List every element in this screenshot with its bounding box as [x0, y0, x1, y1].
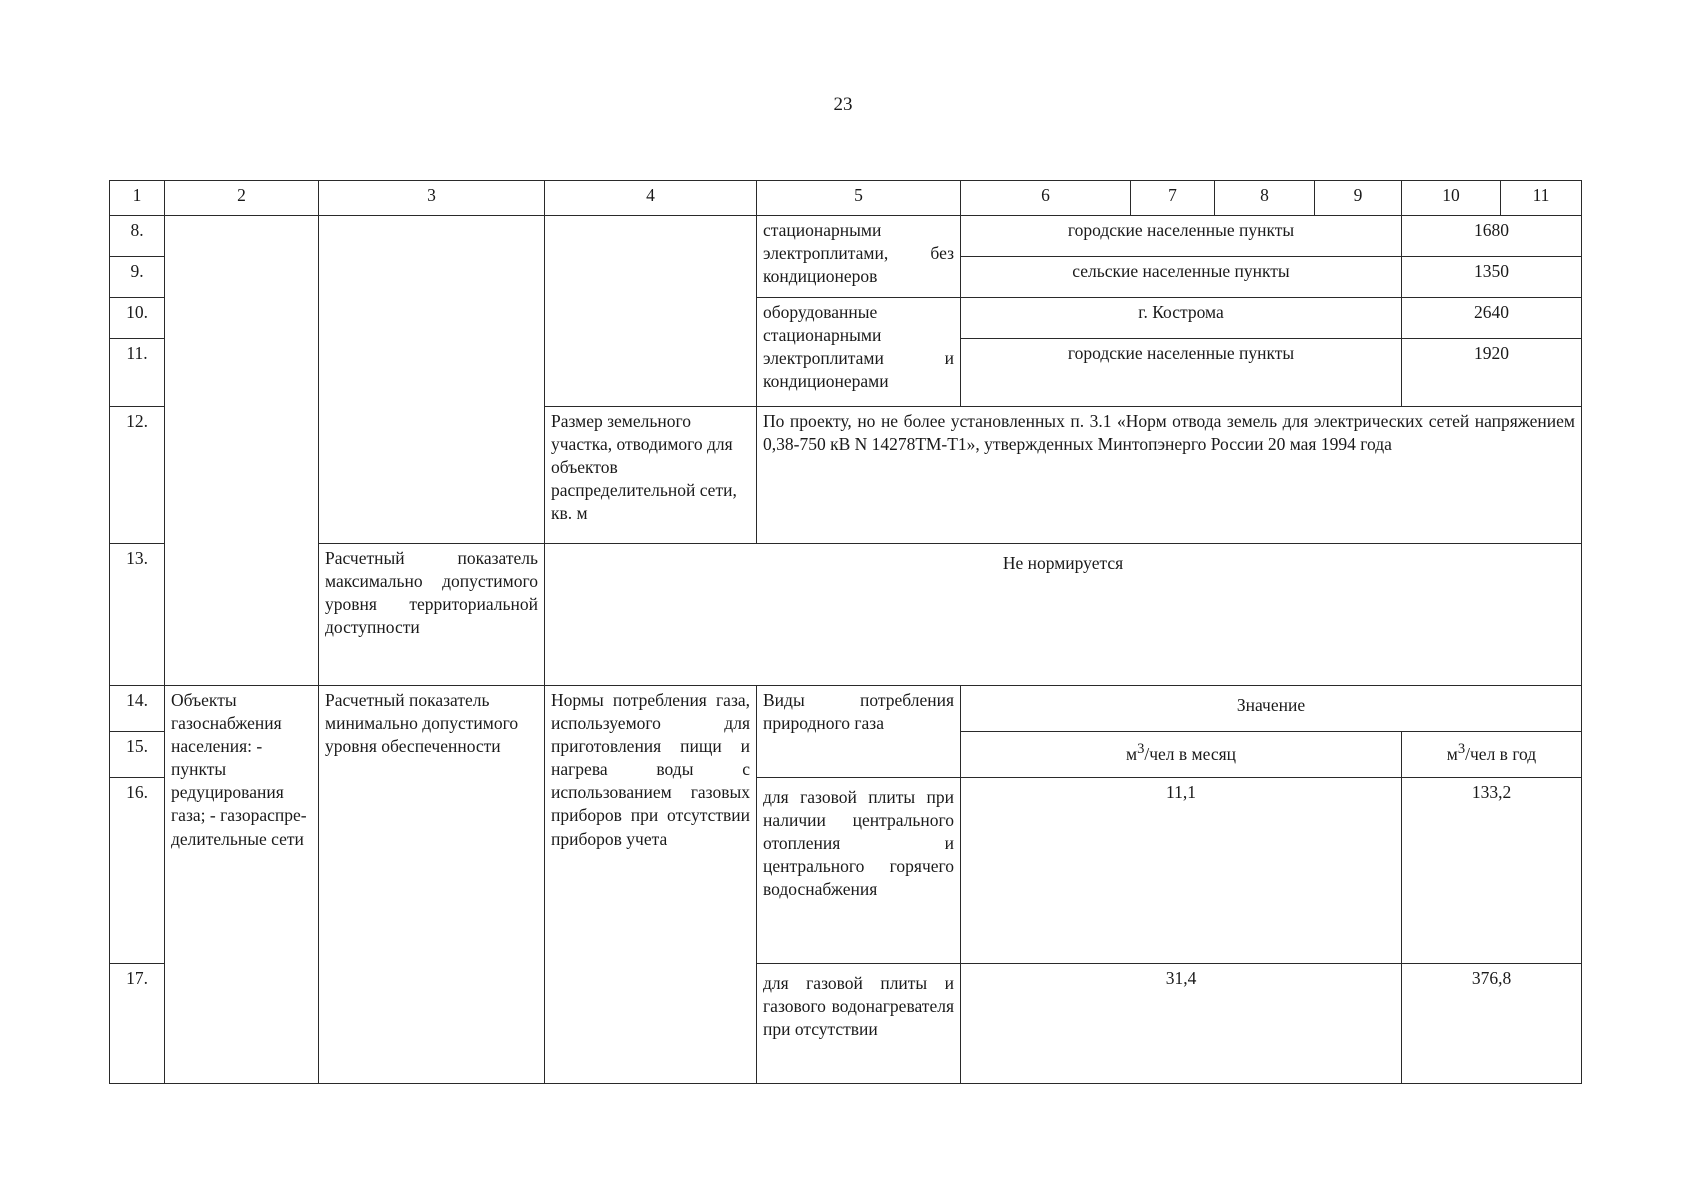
- value-month-cell: 11,1: [961, 778, 1402, 964]
- column-header: 9: [1315, 181, 1402, 216]
- row-number: 13.: [110, 544, 165, 686]
- row-number: 8.: [110, 216, 165, 257]
- unit-month-sup: 3: [1137, 741, 1145, 757]
- column-header: 11: [1501, 181, 1582, 216]
- table-row: [110, 686, 1582, 732]
- min-provision-cell: Расчетный показатель минимально допустимого уровня обеспеченности: [319, 686, 545, 1084]
- consumption-type-cell: для газовой плиты и газового водонагревателя при отсутствии: [757, 964, 961, 1084]
- header-row: [110, 181, 1582, 216]
- unit-year-header: [1402, 732, 1582, 778]
- consumption-type-cell: оборудованные стационарными электроплитами и кондиционерами: [757, 298, 961, 407]
- value-cell: 1920: [1402, 339, 1582, 407]
- value-month-cell: 31,4: [961, 964, 1402, 1084]
- land-plot-label-cell: Размер земельного участка, отводимого для объектов распределительной сети, кв. м: [545, 407, 757, 544]
- value-year-cell: 376,8: [1402, 964, 1582, 1084]
- column-header: 8: [1215, 181, 1315, 216]
- row-number: 17.: [110, 964, 165, 1084]
- value-cell: 2640: [1402, 298, 1582, 339]
- consumption-type-cell: для газовой плиты при наличии центрального отопления и центрального горячего водоснабжения: [757, 778, 961, 964]
- area-type-cell: сельские населенные пункты: [961, 257, 1402, 298]
- row-number: 14.: [110, 686, 165, 732]
- gas-objects-cell: Объекты газоснабжения населения: - пункты редуцирования газа; - газораспре-делительные сети: [165, 686, 319, 1084]
- consumption-type-cell: стационарными электроплитами, без кондиционеров: [757, 216, 961, 298]
- column-header: 7: [1131, 181, 1215, 216]
- empty-cell: [319, 216, 545, 544]
- value-header-cell: Значение: [961, 686, 1582, 732]
- row-number: 16.: [110, 778, 165, 964]
- gas-types-cell: Виды потребления природного газа: [757, 686, 961, 778]
- area-type-cell: городские населенные пункты: [961, 339, 1402, 407]
- column-header: 10: [1402, 181, 1501, 216]
- row-number: 9.: [110, 257, 165, 298]
- row-number: 11.: [110, 339, 165, 407]
- unit-month-rest: /чел в месяц: [1144, 743, 1236, 764]
- empty-cell: [545, 216, 757, 407]
- row-number: 15.: [110, 732, 165, 778]
- column-header: 3: [319, 181, 545, 216]
- page-number: 23: [833, 94, 853, 115]
- column-header: 1: [110, 181, 165, 216]
- row-number: 10.: [110, 298, 165, 339]
- value-cell: 1680: [1402, 216, 1582, 257]
- unit-month-base: м: [1125, 743, 1138, 764]
- value-cell: 1350: [1402, 257, 1582, 298]
- column-header: 6: [961, 181, 1131, 216]
- unit-year-rest: /чел в год: [1465, 743, 1537, 764]
- table-row: [110, 216, 1582, 257]
- table-row: [110, 544, 1582, 686]
- column-header: 5: [757, 181, 961, 216]
- unit-year-sup: 3: [1457, 741, 1466, 757]
- row-number: 12.: [110, 407, 165, 544]
- norms-table: [109, 180, 1582, 1084]
- gas-norms-cell: Нормы потребления газа, используемого для приготовления пищи и нагрева воды с использованием газовых приборов при отсутствии приборов учета: [545, 686, 757, 1084]
- column-header: 4: [545, 181, 757, 216]
- land-plot-text-cell: По проекту, но не более установленных п. 3.1 «Норм отвода земель для электрических сетей напряжением 0,38-750 кВ N 14278ТМ-Т1», утвержденных Минтопэнерго России 20 мая 1994 года: [757, 407, 1582, 544]
- unit-month-header: [961, 732, 1402, 778]
- area-type-cell: городские населенные пункты: [961, 216, 1402, 257]
- area-type-cell: г. Кострома: [961, 298, 1402, 339]
- value-year-cell: 133,2: [1402, 778, 1582, 964]
- empty-cell: [165, 216, 319, 686]
- column-header: 2: [165, 181, 319, 216]
- accessibility-label-cell: Расчетный показатель максимально допустимого уровня территориальной доступности: [319, 544, 545, 686]
- unit-year-base: м: [1446, 743, 1458, 764]
- not-normalized-cell: Не нормируется: [545, 544, 1582, 686]
